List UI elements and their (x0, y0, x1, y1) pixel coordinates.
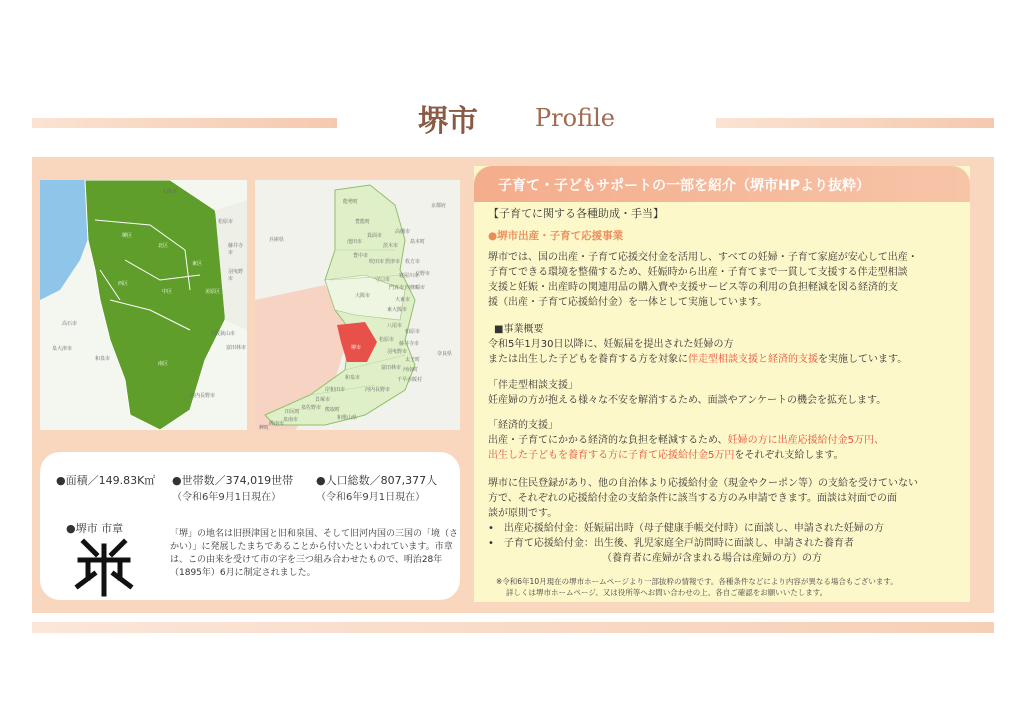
bottom-bar (32, 622, 994, 633)
stat-households: ●世帯数／374,019世帯 (172, 474, 294, 487)
stat-area: ●面積／149.83K㎡ (56, 474, 156, 487)
pref-label-fujiidera: 藤井寺市 (399, 341, 420, 347)
pref-label-sakai: 堺市 (351, 345, 362, 351)
support-box (474, 166, 970, 602)
pref-label-daito: 大東市 (395, 297, 411, 303)
pref-label-toyonaka: 豊中市 (353, 253, 369, 259)
overview-2b: 伴走型相談支援と経済的支援 (688, 354, 818, 365)
overview-line-1: 令和5年1月30日以降に、妊娠届を提出された妊婦の方 (488, 339, 734, 350)
map-label-matsubara: 松原市 (218, 219, 234, 225)
bullet-2: • 子育て応援給付金：出生後、乳児家庭全戸訪問時に面談し、申請された養育者 (488, 538, 854, 549)
pref-label-nara: 奈良県 (437, 351, 453, 357)
intro-line-1: 堺市では、国の出産・子育て応援交付金を活用し、すべての妊婦・子育て家庭が安心して出産・ (488, 252, 918, 263)
sakai-ward-map (40, 180, 247, 430)
econ-title: 「経済的支援」 (488, 420, 558, 431)
intro-line-4: 援（出産・子育て応援給付金）を一体として実施しています。 (488, 297, 768, 308)
pref-label-kadoma: 門真市 (389, 285, 405, 291)
pref-label-takatsuki: 高槻市 (395, 229, 411, 235)
consult-desc: 妊産婦の方が抱える様々な不安を解消するため、面談やアンケートの機会を拡充します。 (488, 395, 887, 406)
stat-population-note: （令和6年9月1日現在） (316, 492, 426, 503)
title-main: 堺市 (418, 104, 478, 139)
pref-label-kawachinagano: 河内長野市 (365, 387, 391, 393)
map-label-nishi: 西区 (118, 281, 129, 287)
pref-label-kashiwara: 柏原市 (405, 329, 421, 335)
osaka-prefecture-map (255, 180, 460, 430)
pref-label-nose: 能勢町 (343, 199, 359, 205)
bullet-1: • 出産応援給付金：妊娠届出時（母子健康手帳交付時）に面談し、申請された妊婦の方 (488, 523, 884, 534)
pref-label-katano: 交野市 (415, 271, 431, 277)
ward-map-graphic (40, 180, 247, 430)
footnote-2: 詳しくは堺市ホームページ、又は役所等へお問い合わせの上、各自ご確認をお願いいたします。 (506, 588, 828, 597)
map-label-kita: 北区 (158, 243, 169, 249)
map-label-mihara: 美原区 (205, 289, 221, 295)
map-label-kawachinagano: 河内長野市 (190, 393, 216, 399)
bullet-3: （養育者に産婦が含まれる場合は産婦の方）の方 (602, 553, 822, 564)
map-label-osaka: 大阪市 (162, 189, 178, 195)
pref-label-habikino: 羽曳野市 (387, 349, 408, 355)
footnote-1: ※令和6年10月現在の堺市ホームページより一部抜粋の情報です。各種条件などにより内容が異なる場合もございます。 (496, 577, 898, 586)
pref-label-toyono: 豊能町 (355, 219, 371, 225)
pref-label-hyogo: 兵庫県 (269, 237, 285, 243)
econ-line-1 (488, 433, 884, 448)
pref-label-osaka-city: 大阪市 (355, 293, 371, 299)
support-header (474, 166, 970, 202)
pref-label-tondabayashi: 富田林市 (381, 365, 402, 371)
overview-title: ■事業概要 (494, 324, 544, 335)
econ-line-2 (488, 448, 844, 463)
support-section-title: ●堺市出産・子育て応援事業 (488, 230, 624, 242)
pref-label-suita: 吹田市 (369, 259, 385, 265)
pref-label-minoh: 箕面市 (367, 233, 383, 239)
overview-2c: を実施しています。 (818, 354, 908, 365)
stat-population: ●人口総数／807,377人 (316, 474, 438, 487)
map-label-osakasayama: 大阪狭山市 (210, 331, 236, 337)
pref-label-misaki: 岬町 (259, 425, 270, 430)
map-label-higashi: 東区 (192, 261, 203, 267)
econ-1b: 妊婦の方に出産応援給付金5万円、 (727, 435, 884, 446)
map-label-izumiotsu: 泉大津市 (52, 346, 73, 352)
consult-title: 「伴走型相談支援」 (488, 380, 578, 391)
map-label-izumi: 和泉市 (95, 356, 111, 362)
map-label-minami: 南区 (158, 361, 169, 367)
map-label-sakai: 堺区 (122, 233, 133, 239)
header-bar-right (716, 118, 994, 128)
pref-label-shijonawate: 四條畷市 (405, 285, 426, 291)
map-label-takaishi: 高石市 (62, 321, 78, 327)
pref-label-kaizuka: 貝塚市 (315, 397, 331, 403)
pref-label-izumisano: 泉佐野市 (301, 405, 322, 411)
pref-label-ikeda: 池田市 (347, 239, 363, 245)
intro-line-2: 子育てできる環境を整備するため、妊娠時から出産・子育てまで一貫して支援する伴走型相談 (488, 267, 908, 278)
pref-label-kumatori: 熊取町 (325, 407, 341, 413)
pref-label-ibaraki: 茨木市 (383, 243, 399, 249)
overview-line-2 (488, 352, 907, 367)
pref-label-kishiwada: 岸和田市 (325, 387, 346, 393)
map-label-tondabayashi: 富田林市 (226, 345, 247, 351)
crest-description: 「堺」の地名は旧摂津国と旧和泉国、そして旧河内国の三国の「境（さかい）」に発展したまちであることから付いたといわれています。市章は、この由来を受けて市の字を三つ組み合わせたもので、明治28年（1895年）6月に制定されました。 (170, 529, 459, 578)
stat-households-note: （令和6年9月1日現在） (172, 492, 282, 503)
pref-label-higashiosaka: 東大阪市 (387, 307, 408, 313)
map-label-naka: 中区 (162, 289, 173, 295)
support-category: 【子育てに関する各種助成・手当】 (488, 207, 664, 220)
page-title (418, 96, 628, 142)
pref-label-kanan: 河南町 (403, 367, 419, 373)
pref-label-taishi: 太子町 (405, 357, 421, 363)
note-line-2: 方で、それぞれの応援給付金の支給条件に該当する方のみ申請できます。面談は対面での面 (488, 493, 897, 504)
pref-label-kyoto: 京都府 (431, 203, 447, 209)
pref-label-moriguchi: 守口市 (375, 277, 391, 283)
crest-label: ●堺市 市章 (66, 522, 124, 535)
pref-label-matsubara: 松原市 (379, 337, 395, 343)
city-crest-icon (74, 538, 134, 598)
note-line-3: 談が原則です。 (488, 508, 558, 519)
pref-label-chihayaakasaka: 千早赤阪村 (397, 377, 423, 383)
header-bar-left (32, 118, 337, 128)
pref-label-sennan: 泉南市 (283, 417, 299, 423)
stats-card (40, 452, 460, 600)
pref-label-izumi: 和泉市 (345, 375, 361, 381)
intro-line-3: 支援と妊娠・出産時の関連用品の購入費や支援サービス等の利用の負担軽減を図る経済的支 (488, 282, 898, 293)
pref-label-yao: 八尾市 (387, 323, 403, 329)
econ-1a: 出産・子育てにかかる経済的な負担を軽減するため、 (488, 435, 728, 446)
pref-label-hirakata: 枚方市 (405, 259, 421, 265)
pref-label-neyagawa: 寝屋川市 (399, 273, 420, 279)
econ-2a: 出生した子どもを養育する方に子育て応援給付金5万円 (488, 450, 735, 461)
overview-2a: または出生した子どもを養育する方を対象に (488, 354, 688, 365)
pref-label-tajiri: 田尻町 (285, 409, 301, 415)
pref-label-wakayama: 和歌山県 (337, 415, 358, 421)
econ-2b: をそれぞれ支給します。 (734, 450, 844, 461)
title-subtitle: Profile (535, 104, 615, 132)
pref-label-settsu: 摂津市 (385, 259, 401, 265)
map-label-habikino: 羽曳野市 (228, 269, 244, 282)
note-line-1: 堺市に住民登録があり、他の自治体より応援給付金（現金やクーポン等）の支給を受けていない (488, 478, 918, 489)
pref-label-hannan: 阪南市 (269, 421, 285, 427)
map-label-fujiidera: 藤井寺市 (228, 243, 244, 256)
support-header-text: 子育て・子どもサポートの一部を紹介（堺市HPより抜粋） (498, 178, 870, 194)
pref-label-shimamoto: 島本町 (410, 239, 426, 245)
